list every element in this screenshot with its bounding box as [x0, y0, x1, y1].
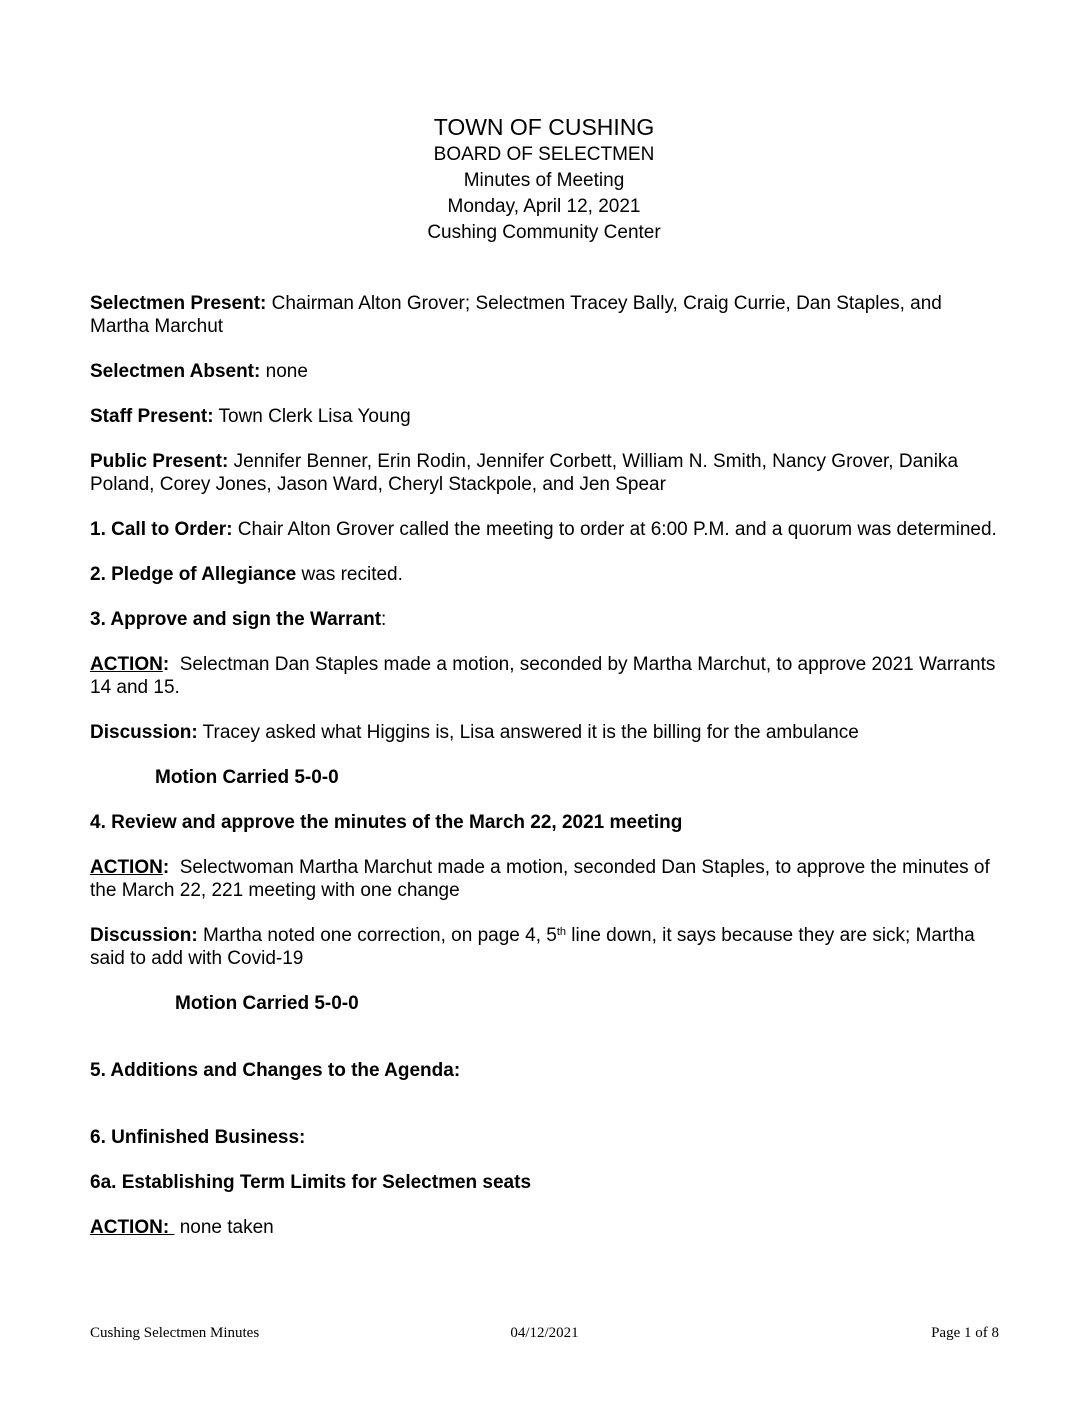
item-2-pledge: [90, 563, 998, 586]
title-location: Cushing Community Center: [427, 222, 661, 243]
title-town: TOWN OF CUSHING: [433, 114, 655, 140]
text-run: Discussion:: [90, 722, 198, 743]
action-none-taken: [90, 1216, 998, 1239]
item-3-warrant: [90, 608, 998, 631]
discussion-minutes: [90, 924, 998, 970]
document-content: [90, 112, 1001, 1261]
text-run: Chair Alton Grover called the meeting to order at 6:00 P.M. and a quorum was determined.: [232, 519, 997, 540]
item-1-call-to-order: [90, 518, 998, 541]
text-run: 4. Review and approve the minutes of the March 22, 2021 meeting: [90, 812, 683, 833]
motion-carried-2: [175, 992, 998, 1015]
text-run: Selectmen Absent:: [90, 361, 261, 382]
text-run: 3. Approve and sign the Warrant: [90, 609, 382, 630]
title-date: Monday, April 12, 2021: [447, 196, 641, 217]
text-run: ACTION: [90, 857, 163, 878]
title-board: BOARD OF SELECTMEN: [433, 144, 655, 165]
text-run: Tracey asked what Higgins is, Lisa answered it is the billing for the ambulance: [197, 722, 859, 743]
text-run: Discussion:: [90, 925, 198, 946]
text-run: 2. Pledge of Allegiance: [90, 564, 297, 585]
text-run: Selectwoman Martha Marchut made a motion, seconded Dan Staples, to approve the minutes of the March 22, 221 meeting with one change: [90, 857, 996, 901]
item-6a-term-limits: [90, 1171, 998, 1194]
item-5-additions: [90, 1059, 998, 1082]
text-run: :: [162, 654, 170, 675]
text-run: none taken: [174, 1217, 274, 1238]
title-minutes: Minutes of Meeting: [463, 170, 625, 191]
action-warrant: [90, 653, 1001, 699]
selectmen-present: [90, 292, 998, 338]
document-title-block: [90, 112, 998, 246]
footer-document-title: Cushing Selectmen Minutes: [90, 1325, 260, 1341]
text-run: 5. Additions and Changes to the Agenda:: [90, 1060, 461, 1081]
footer-page-number: Page 1 of 8: [931, 1325, 999, 1341]
text-run: was recited.: [296, 564, 403, 585]
text-run: 6. Unfinished Business:: [90, 1127, 306, 1148]
text-run: Staff Present:: [90, 406, 214, 427]
footer-date: 04/12/2021: [510, 1325, 579, 1341]
text-run: Jennifer Benner, Erin Rodin, Jennifer Corbett, William N. Smith, Nancy Grover, Danika Poland, Corey Jones, Jason Ward, Cheryl Stackpole, and Jen Spear: [90, 451, 964, 495]
text-run: Motion Carried 5-0-0: [155, 767, 339, 788]
item-6-unfinished: [90, 1126, 998, 1149]
text-run: ACTION:: [90, 1217, 175, 1238]
text-run: Selectman Dan Staples made a motion, seconded by Martha Marchut, to approve 2021 Warrants 14 and 15.: [90, 654, 1001, 698]
public-present: [90, 450, 998, 496]
item-4-minutes: [90, 811, 998, 834]
discussion-warrant: [90, 721, 998, 744]
action-minutes: [90, 856, 998, 902]
text-run: :: [381, 609, 387, 630]
text-run: line down, it says because they are sick; Martha said to add with Covid-19: [90, 925, 981, 969]
text-run: 1. Call to Order:: [90, 519, 233, 540]
text-run: ACTION: [90, 654, 163, 675]
document-body: [90, 292, 1001, 1239]
text-run: Motion Carried 5-0-0: [175, 993, 359, 1014]
staff-present: [90, 405, 998, 428]
page-footer: [90, 1324, 999, 1342]
text-run: Town Clerk Lisa Young: [213, 406, 411, 427]
text-run: :: [162, 857, 170, 878]
text-run: Martha noted one correction, on page 4, 5: [197, 925, 557, 946]
text-run: th: [556, 926, 567, 938]
motion-carried-1: [155, 766, 998, 789]
text-run: Selectmen Present:: [90, 293, 267, 314]
text-run: Chairman Alton Grover; Selectmen Tracey Bally, Craig Currie, Dan Staples, and Martha Marchut: [90, 293, 948, 337]
text-run: Public Present:: [90, 451, 229, 472]
text-run: 6a. Establishing Term Limits for Selectmen seats: [90, 1172, 532, 1193]
selectmen-absent: [90, 360, 998, 383]
text-run: none: [260, 361, 308, 382]
